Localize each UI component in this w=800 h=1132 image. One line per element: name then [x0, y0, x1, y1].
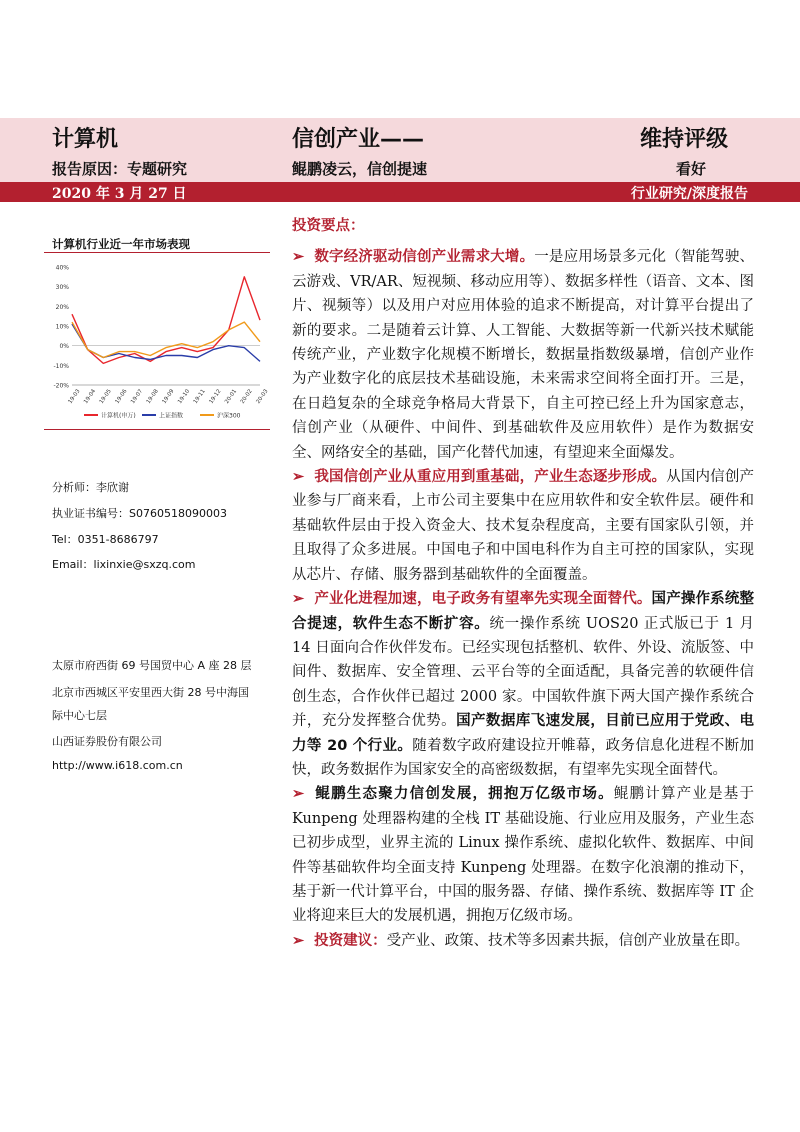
analyst-name: 分析师：李欣谢	[52, 481, 129, 494]
address-beijing-1: 北京市西城区平安里西大街 28 号中海国	[52, 686, 249, 699]
market-chart	[44, 252, 270, 430]
company-website[interactable]: http://www.i618.com.cn	[52, 759, 183, 772]
x-tick-label: 19-07	[130, 388, 145, 405]
bullet-arrow-icon: ➢	[292, 931, 305, 949]
analyst-email: Email：lixinxie@sxzq.com	[52, 558, 196, 571]
date-bar	[0, 182, 800, 202]
y-tick-label: 30%	[55, 284, 69, 292]
analyst-tel: Tel：0351-8686797	[52, 533, 159, 546]
company-name: 山西证券股份有限公司	[52, 735, 162, 748]
sector-label: 计算机	[52, 127, 119, 152]
y-tick-label: -20%	[53, 382, 69, 390]
x-tick-label: 19-12	[208, 388, 223, 405]
bullet-arrow-icon: ➢	[292, 468, 305, 486]
point-digital-economy: ➢ 数字经济驱动信创产业需求大增。一是应用场景多元化（智能驾驶、云游戏、VR/AR、短视频、移动应用等）、数据多样性（语音、文本、图片、视频等）以及用户对应用体验的追求不断提高，对计算平台提出了新的要求。二是随着云计算、人工智能、大数据等新一代新兴技术赋能传统产业，产业数字化规模不断增长，数据量指数级暴增，信创产业作为产业数字化的底层技术基础设施，未来需求空间将全面打开。三是，在日趋复杂的全球竞争格局大背景下，自主可控已经上升为国家意志，信创产业（从硬件、中间件、到基础软件及应用软件）是作为数据安全、网络安全的基础，国产化替代加速，有望迎来全面爆发。	[292, 248, 755, 461]
x-tick-label: 20-02	[239, 388, 254, 405]
x-tick-label: 19-03	[67, 388, 82, 405]
y-tick-label: 40%	[55, 264, 69, 272]
y-tick-label: 0%	[59, 343, 69, 351]
market-chart-svg	[44, 253, 270, 429]
x-tick-label: 19-04	[83, 388, 98, 405]
legend-label: 沪深300	[217, 412, 241, 420]
series-line	[72, 277, 260, 364]
y-tick-label: -10%	[53, 362, 69, 370]
point-industrialization: ➢ 产业化进程加速，电子政务有望率先实现全面替代。国产操作系统整合提速，软件生态不断扩容。统一操作系统 UOS20 正式版已于 1 月 14 日面向合作伙伴发布。已经实现包括整机、软件、外设、流版签、中间件、数据库、安全管理、云平台等的全面适配，具备完善的软硬件信创生态，合作伙伴已超过 2000 家。中国软件旗下两大国产操作系统合并，充分发挥整合优势。国产数据库飞速发展，目前已应用于党政、电力等 20 个行业。随着数字政府建设拉开帷幕，政务信息化进程不断加快，政务数据作为国家安全的高密级数据，有望率先实现全面替代。	[292, 590, 755, 778]
legend-label: 上证指数	[159, 412, 184, 420]
x-tick-label: 20-03	[255, 388, 270, 405]
legend-label: 计算机(申万)	[101, 412, 136, 420]
analyst-cert: 执业证书编号：S0760518090003	[52, 507, 227, 520]
rating-value: 看好	[676, 160, 707, 178]
x-tick-label: 19-09	[161, 388, 176, 405]
report-reason: 报告原因：专题研究	[52, 160, 188, 178]
x-tick-label: 19-06	[114, 388, 129, 405]
y-tick-label: 20%	[55, 303, 69, 311]
x-tick-label: 19-08	[145, 388, 160, 405]
x-tick-label: 19-05	[98, 388, 113, 405]
rating-label: 维持评级	[640, 127, 729, 152]
report-subtitle: 鲲鹏凌云，信创提速	[292, 160, 428, 178]
address-taiyuan: 太原市府西街 69 号国贸中心 A 座 28 层	[52, 659, 252, 672]
y-tick-label: 10%	[55, 323, 69, 331]
report-topic: 信创产业——	[292, 127, 425, 152]
address-beijing-2: 际中心七层	[52, 709, 107, 722]
report-date: 2020 年 3 月 27 日	[52, 186, 187, 202]
x-tick-label: 19-11	[192, 388, 207, 405]
highlights-heading: 投资要点：	[292, 218, 365, 234]
x-tick-label: 20-01	[224, 388, 239, 405]
point-industry-ecosystem: ➢ 我国信创产业从重应用到重基础，产业生态逐步形成。从国内信创产业参与厂商来看，上市公司主要集中在应用软件和安全软件层。硬件和基础软件层由于投入资金大、技术复杂程度高，主要有国家队引领，并且取得了众多进展。中国电子和中国电科作为自主可控的国家队，实现从芯片、存储、服务器到基础软件的全面覆盖。	[292, 468, 755, 583]
x-tick-label: 19-10	[177, 388, 192, 405]
point-kunpeng: ➢ 鲲鹏生态聚力信创发展，拥抱万亿级市场。鲲鹏计算产业是基于 Kunpeng 处理器构建的全栈 IT 基础设施、行业应用及服务，产业生态已初步成型，业界主流的 Linux 操作系统、虚拟化软件、数据库、中间件等基础软件均全面支持 Kunpeng 处理器。在数字化浪潮的推动下，基于新一代计算平台，中国的服务器、存储、操作系统、数据库等 IT 企业将迎来巨大的发展机遇，拥抱万亿级市场。	[292, 785, 755, 925]
bullet-arrow-icon: ➢	[292, 590, 305, 608]
report-type: 行业研究/深度报告	[630, 186, 748, 202]
bullet-arrow-icon: ➢	[292, 248, 305, 266]
bullet-arrow-icon: ➢	[292, 785, 305, 803]
investment-highlights	[292, 214, 754, 953]
chart-title: 计算机行业近一年市场表现	[52, 237, 190, 251]
point-investment-advice: ➢ 投资建议：受产业、政策、技术等多因素共振，信创产业放量在即。	[292, 931, 750, 949]
